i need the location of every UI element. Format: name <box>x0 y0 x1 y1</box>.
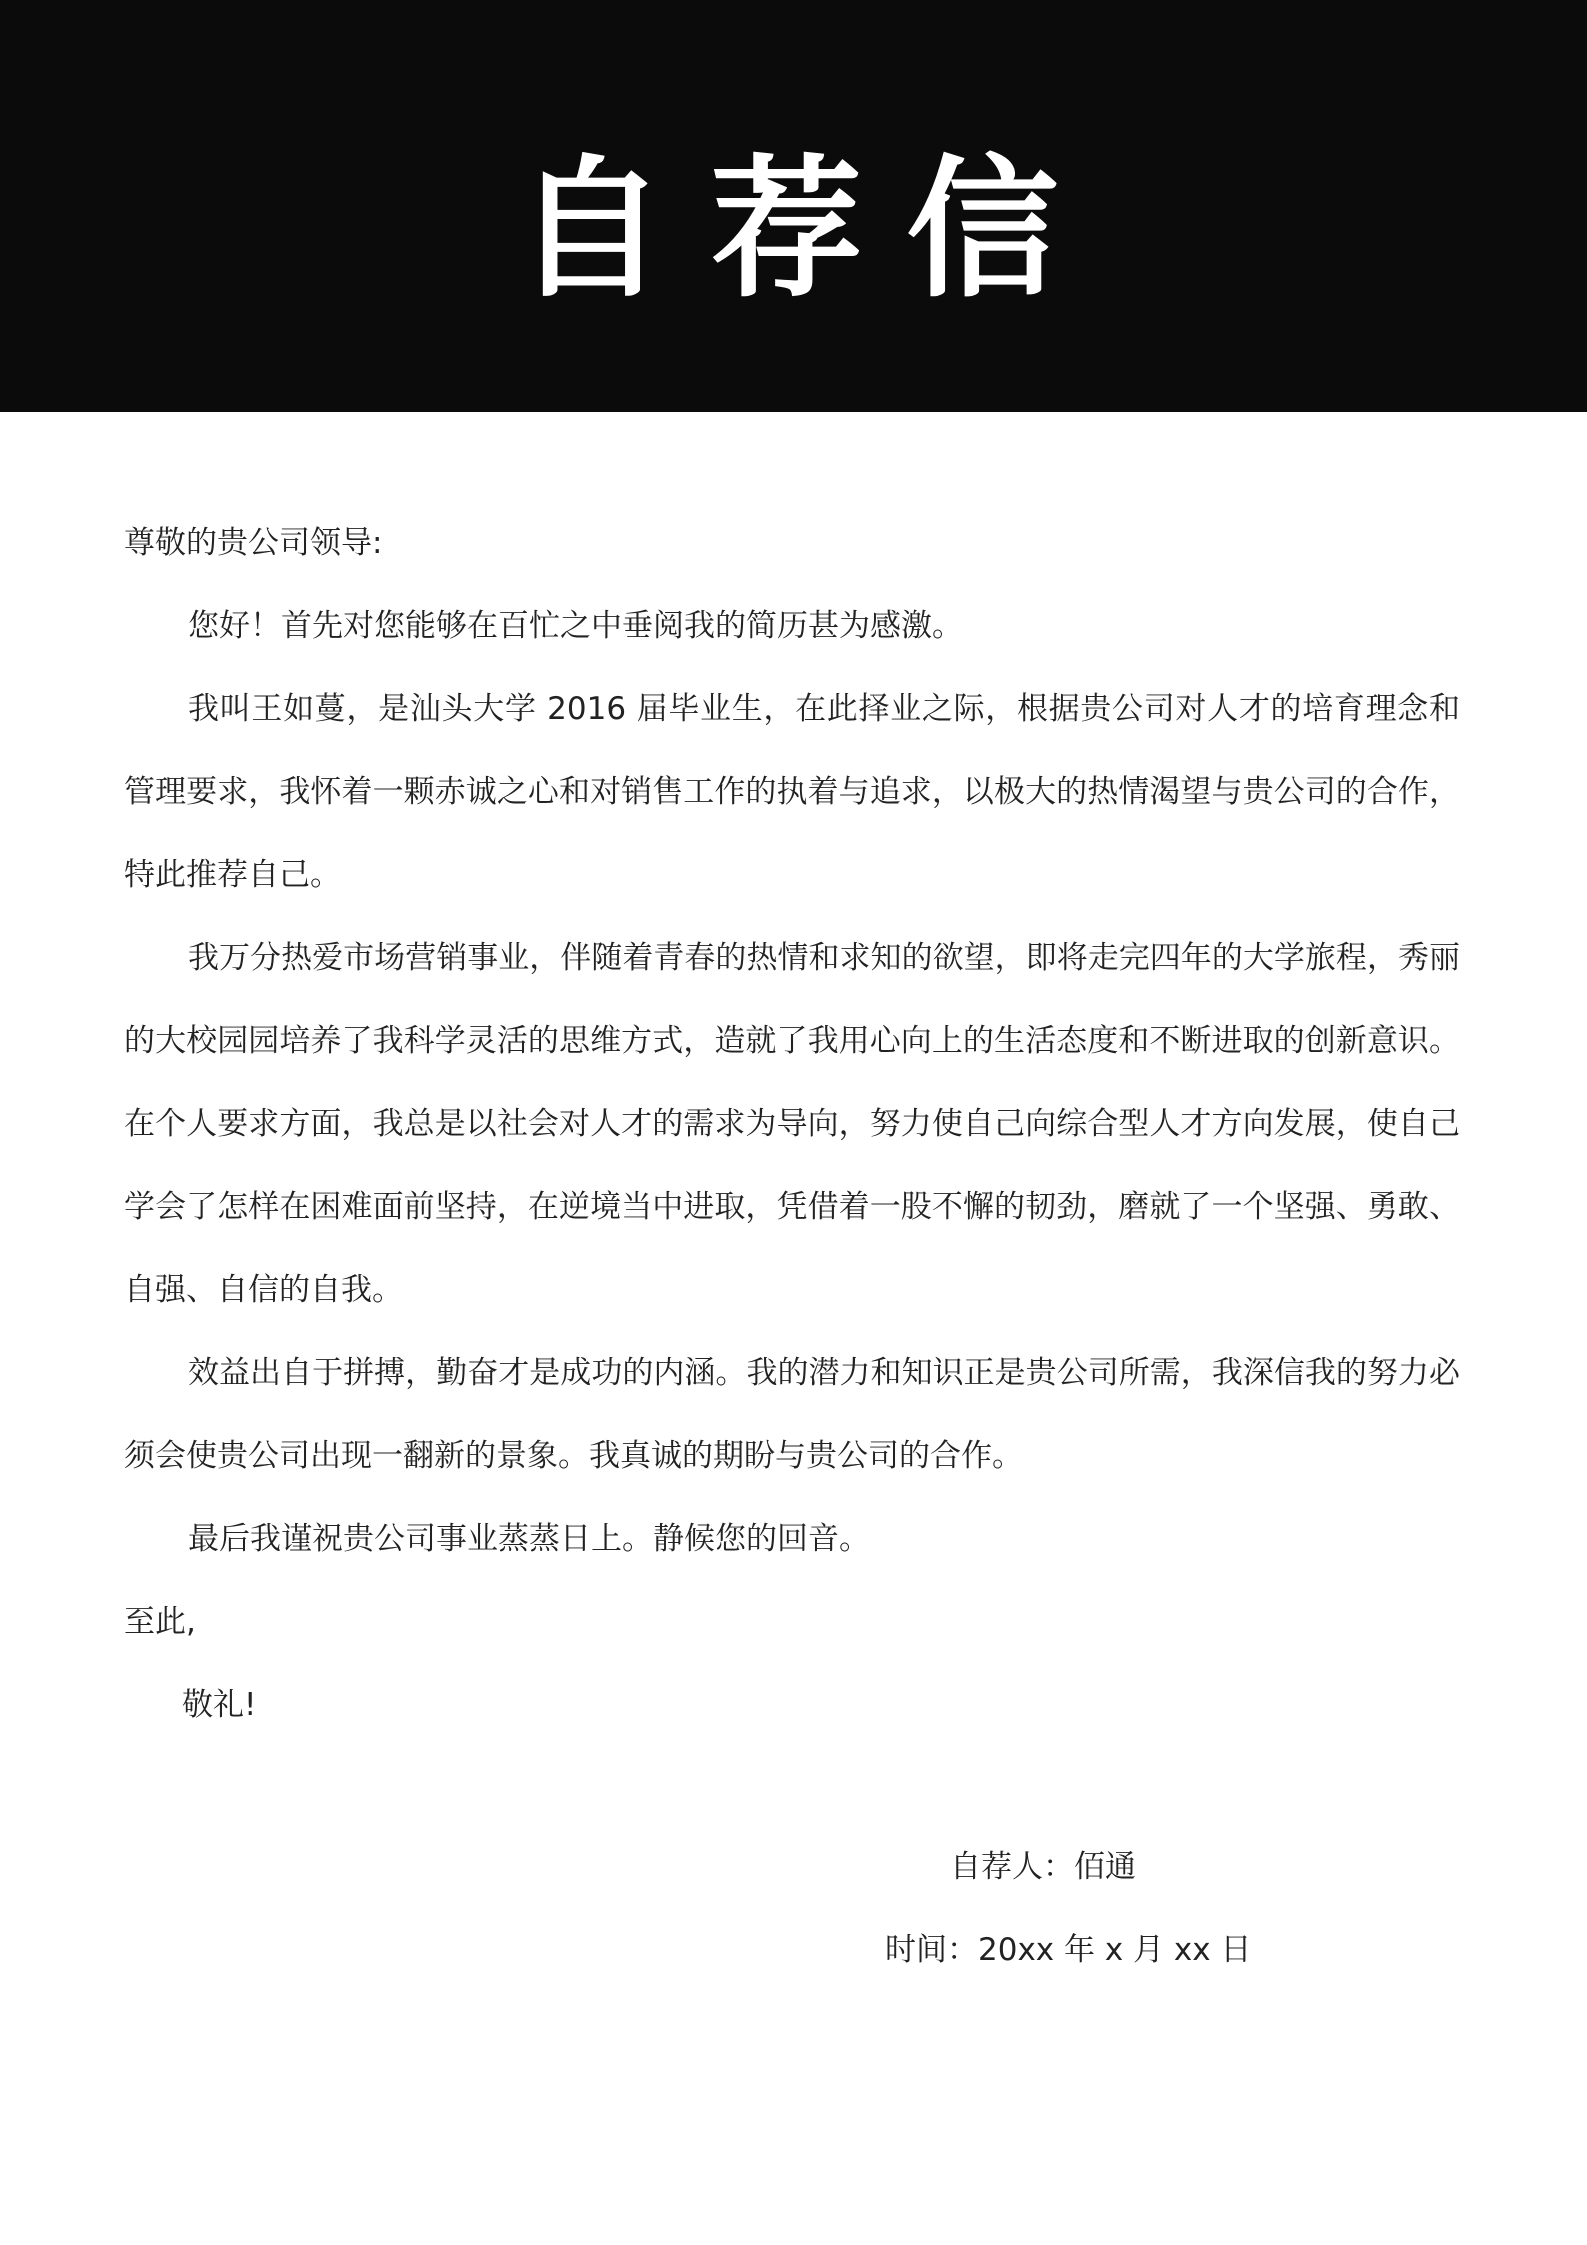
letter-paragraph-motivation: 效益出自于拼搏，勤奋才是成功的内涵。我的潜力和知识正是贵公司所需，我深信我的努力必须会使贵公司出现一翻新的景象。我真诚的期盼与贵公司的合作。 <box>124 1355 1460 1474</box>
page-title: 自荐信 <box>514 141 1103 318</box>
signature-date: 时间：20xx 年 x 月 xx 日 <box>885 1932 1252 1968</box>
letter-salutation: 尊敬的贵公司领导: <box>124 525 383 561</box>
letter-body <box>124 502 1460 1747</box>
letter-paragraph-background: 我万分热爱市场营销事业，伴随着青春的热情和求知的欲望，即将走完四年的大学旅程，秀丽的大校园园培养了我科学灵活的思维方式，造就了我用心向上的生活态度和不断进取的创新意识。在个人要求方面，我总是以社会对人才的需求为导向，努力使自己向综合型人才方向发展，使自己学会了怎样在困难面前坚持，在逆境当中进取，凭借着一股不懈的韧劲，磨就了一个坚强、勇敢、自强、自信的自我。 <box>124 940 1460 1308</box>
signer-name: 自荐人：佰通 <box>950 1849 1136 1885</box>
letter-paragraph-intro: 我叫王如蔓，是汕头大学 2016 届毕业生，在此择业之际，根据贵公司对人才的培育理念和管理要求，我怀着一颗赤诚之心和对销售工作的执着与追求，以极大的热情渴望与贵公司的合作，特此推荐自己。 <box>124 691 1460 893</box>
letter-greeting: 您好！首先对您能够在百忙之中垂阅我的简历甚为感激。 <box>188 608 963 644</box>
letter-regards: 敬礼! <box>182 1687 257 1723</box>
letter-paragraph-wishes: 最后我谨祝贵公司事业蒸蒸日上。静候您的回音。 <box>188 1521 870 1557</box>
letter-closing: 至此, <box>124 1604 196 1640</box>
